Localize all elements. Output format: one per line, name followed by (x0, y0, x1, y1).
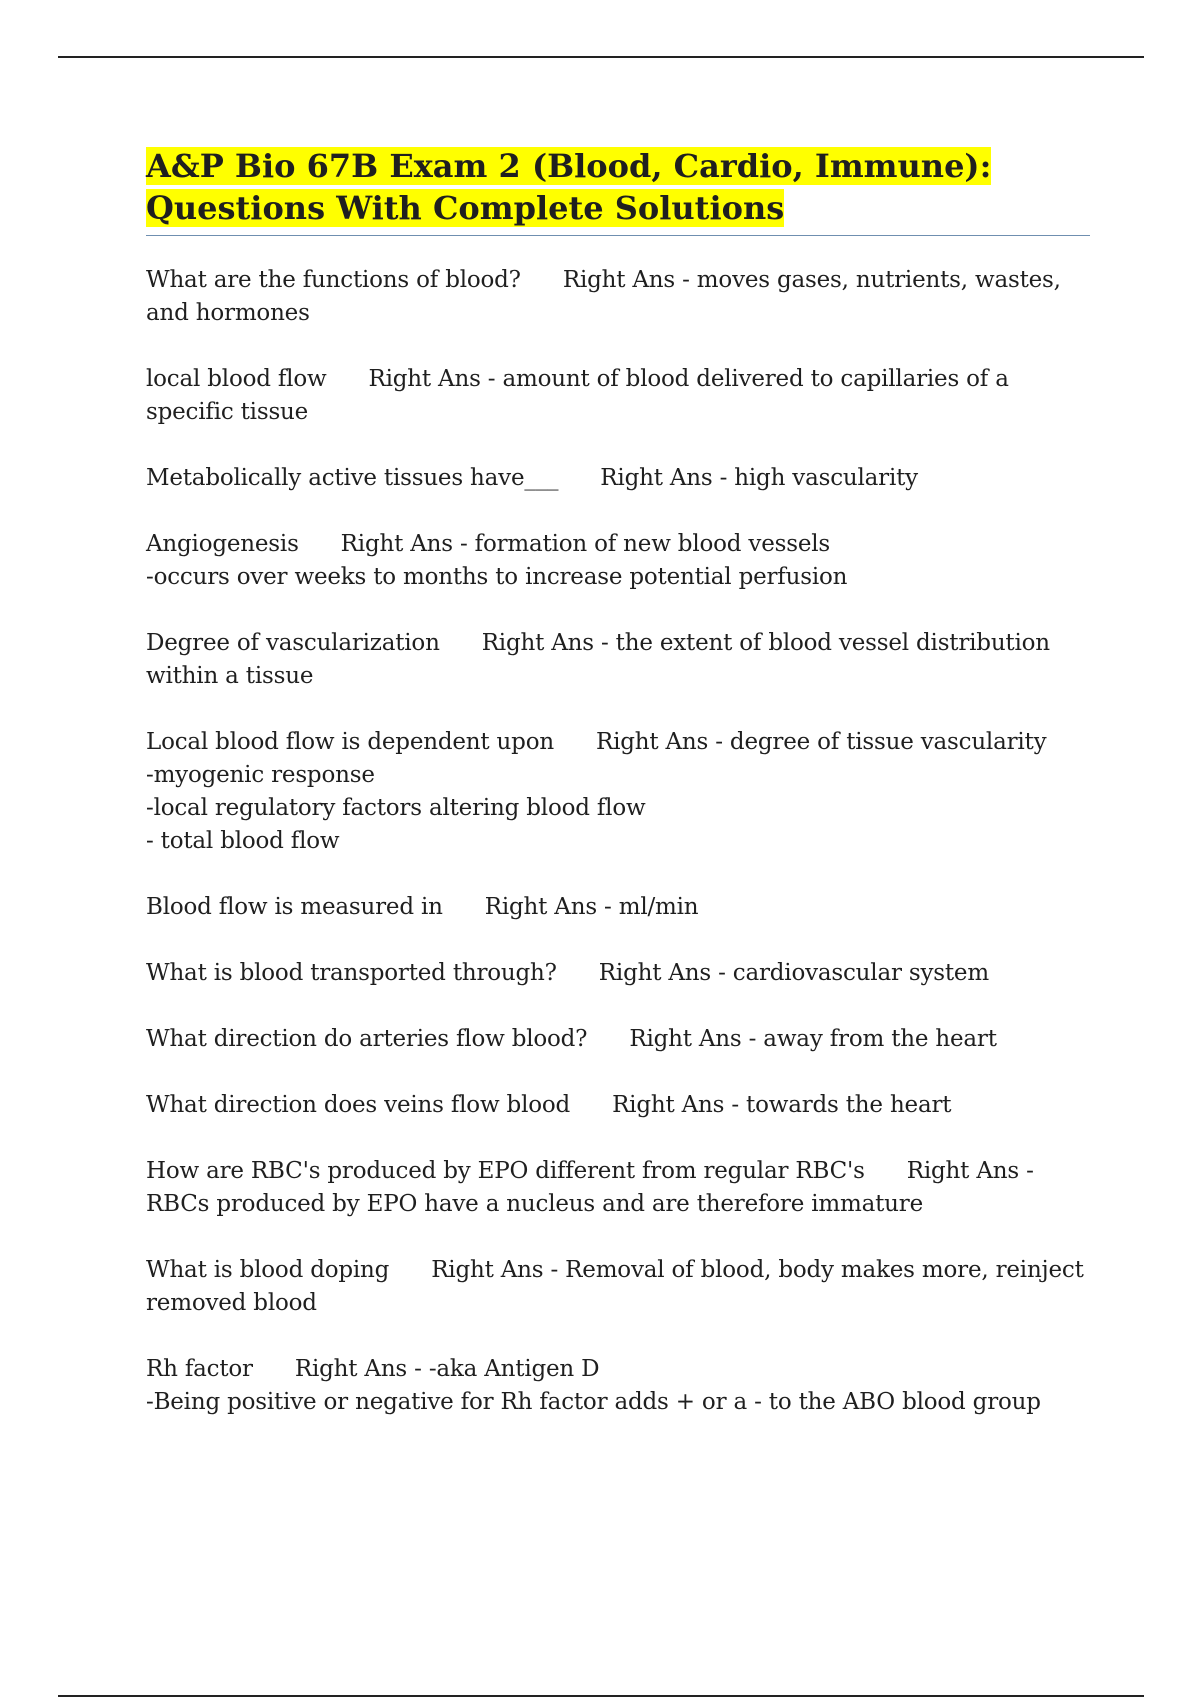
answer-text: Right Ans - degree of tissue vascularity (595, 729, 1047, 755)
page-top-rule (58, 56, 1144, 58)
question-text: What is blood transported through? (146, 960, 557, 986)
title-line-2: Questions With Complete Solutions (146, 189, 785, 227)
answer-text: Right Ans - amount of blood delivered to capillaries of a specific tissue (146, 366, 1009, 425)
qa-item (146, 1155, 1090, 1221)
answer-text: Right Ans - Removal of blood, body makes more, reinject removed blood (146, 1257, 1084, 1316)
answer-text: Right Ans - RBCs produced by EPO have a nucleus and are therefore immature (146, 1158, 1034, 1217)
answer-detail-line: -occurs over weeks to months to increase potential perfusion (146, 564, 848, 590)
question-text: What are the functions of blood? (146, 267, 521, 293)
answer-text: Right Ans - away from the heart (629, 1026, 997, 1052)
question-text: What direction do arteries flow blood? (146, 1026, 588, 1052)
qa-item (146, 1353, 1090, 1419)
question-text: Metabolically active tissues have___ (146, 465, 559, 491)
qa-item (146, 462, 1090, 495)
title-block (146, 145, 1090, 236)
question-text: Local blood flow is dependent upon (146, 729, 554, 755)
answer-detail-line: - total blood flow (146, 828, 340, 854)
qa-item (146, 1254, 1090, 1320)
qa-list (146, 264, 1090, 1419)
page-bottom-rule (58, 1695, 1144, 1697)
answer-text: Right Ans - -aka Antigen D (294, 1356, 600, 1382)
answer-text: Right Ans - ml/min (484, 894, 699, 920)
title-line-1: A&P Bio 67B Exam 2 (Blood, Cardio, Immune): (146, 147, 992, 185)
question-text: What direction does veins flow blood (146, 1092, 571, 1118)
qa-item (146, 363, 1090, 429)
answer-detail-line: -Being positive or negative for Rh factor adds + or a - to the ABO blood group (146, 1389, 1041, 1415)
answer-text: Right Ans - moves gases, nutrients, wastes, and hormones (146, 267, 1061, 326)
question-text: What is blood doping (146, 1257, 390, 1283)
answer-text: Right Ans - high vascularity (600, 465, 918, 491)
question-text: local blood flow (146, 366, 327, 392)
qa-item (146, 726, 1090, 858)
document-body (146, 145, 1090, 1452)
qa-item (146, 957, 1090, 990)
answer-text: Right Ans - formation of new blood vessels (340, 531, 830, 557)
question-text: How are RBC's produced by EPO different from regular RBC's (146, 1158, 865, 1184)
answer-text: Right Ans - towards the heart (612, 1092, 952, 1118)
answer-text: Right Ans - cardiovascular system (598, 960, 989, 986)
qa-item (146, 264, 1090, 330)
question-text: Blood flow is measured in (146, 894, 443, 920)
answer-text: Right Ans - the extent of blood vessel distribution within a tissue (146, 630, 1050, 689)
question-text: Degree of vascularization (146, 630, 440, 656)
answer-detail-line: -local regulatory factors altering blood flow (146, 795, 646, 821)
qa-item (146, 1023, 1090, 1056)
question-text: Rh factor (146, 1356, 253, 1382)
qa-item (146, 1089, 1090, 1122)
qa-item (146, 891, 1090, 924)
document-title (146, 145, 1090, 229)
answer-detail-line: -myogenic response (146, 762, 375, 788)
qa-item (146, 528, 1090, 594)
qa-item (146, 627, 1090, 693)
question-text: Angiogenesis (146, 531, 299, 557)
